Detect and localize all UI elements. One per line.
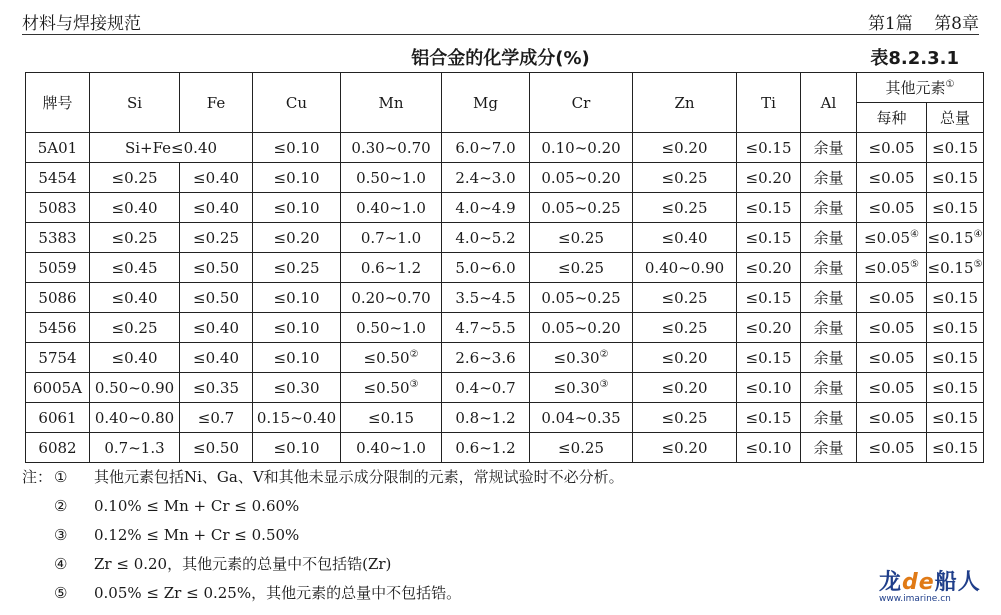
- site-watermark: [879, 565, 989, 609]
- cell-total: ≤0.15: [927, 433, 984, 463]
- chapter-label: 第8章: [934, 14, 979, 34]
- col-zn: Zn: [633, 73, 737, 133]
- page-header: [22, 8, 979, 35]
- cell-cr: 0.04~0.35: [530, 403, 633, 433]
- cell-grade: 5083: [26, 193, 90, 223]
- note-item: [22, 520, 979, 549]
- cell-cr: ≤0.25: [530, 253, 633, 283]
- note-mark: ②: [599, 348, 609, 360]
- cell-cr: 0.05~0.20: [530, 313, 633, 343]
- cell-ti: ≤0.15: [737, 193, 801, 223]
- cell-mg: 4.0~4.9: [442, 193, 530, 223]
- note-item: [22, 578, 979, 607]
- cell-grade: 5086: [26, 283, 90, 313]
- note-number: ②: [54, 496, 68, 515]
- cell-mn: ≤0.50③: [341, 373, 442, 403]
- cell-ti: ≤0.15: [737, 283, 801, 313]
- cell-cu: ≤0.10: [253, 133, 341, 163]
- cell-cu: 0.15~0.40: [253, 403, 341, 433]
- note-mark: ④: [910, 228, 919, 240]
- watermark-logo: 龙de船人: [879, 570, 981, 595]
- cell-al: 余量: [801, 343, 857, 373]
- note-item: [22, 491, 979, 520]
- table-row: [26, 313, 984, 343]
- cell-zn: 0.40~0.90: [633, 253, 737, 283]
- cell-ti: ≤0.20: [737, 313, 801, 343]
- cell-zn: ≤0.20: [633, 433, 737, 463]
- cell-each: ≤0.05: [857, 343, 927, 373]
- cell-fe: ≤0.50: [180, 253, 253, 283]
- cell-total: ≤0.15: [927, 193, 984, 223]
- note-number: ④: [54, 554, 68, 573]
- cell-ti: ≤0.15: [737, 133, 801, 163]
- cell-total: ≤0.15④: [927, 223, 984, 253]
- cell-cu: ≤0.10: [253, 193, 341, 223]
- cell-zn: ≤0.25: [633, 163, 737, 193]
- col-each: 每种: [857, 103, 927, 133]
- book-title: 材料与焊接规范: [22, 14, 141, 34]
- cell-zn: ≤0.25: [633, 283, 737, 313]
- table-row: [26, 163, 984, 193]
- cell-si: ≤0.40: [90, 343, 180, 373]
- cell-cu: ≤0.10: [253, 283, 341, 313]
- cell-fe: ≤0.40: [180, 193, 253, 223]
- table-row: [26, 283, 984, 313]
- table-title-row: [22, 40, 979, 70]
- note-mark: ⑤: [910, 258, 919, 270]
- cell-total: ≤0.15: [927, 373, 984, 403]
- cell-each: ≤0.05: [857, 313, 927, 343]
- cell-ti: ≤0.15: [737, 223, 801, 253]
- cell-mg: 4.7~5.5: [442, 313, 530, 343]
- cell-grade: 5383: [26, 223, 90, 253]
- cell-each: ≤0.05: [857, 373, 927, 403]
- table-row: [26, 403, 984, 433]
- col-grade: 牌号: [26, 73, 90, 133]
- cell-grade: 6061: [26, 403, 90, 433]
- cell-fe: ≤0.7: [180, 403, 253, 433]
- cell-each: ≤0.05: [857, 163, 927, 193]
- cell-mg: 0.8~1.2: [442, 403, 530, 433]
- cell-al: 余量: [801, 193, 857, 223]
- note-mark: ③: [599, 378, 609, 390]
- cell-cr: 0.05~0.25: [530, 193, 633, 223]
- cell-mg: 6.0~7.0: [442, 133, 530, 163]
- table-row: [26, 193, 984, 223]
- col-cr: Cr: [530, 73, 633, 133]
- cell-al: 余量: [801, 283, 857, 313]
- cell-si: 0.50~0.90: [90, 373, 180, 403]
- table-row: [26, 373, 984, 403]
- note-item: [22, 549, 979, 578]
- col-mg: Mg: [442, 73, 530, 133]
- cell-mn: 0.50~1.0: [341, 163, 442, 193]
- note-mark: ①: [945, 79, 955, 90]
- cell-ti: ≤0.20: [737, 253, 801, 283]
- cell-si: ≤0.40: [90, 283, 180, 313]
- cell-zn: ≤0.20: [633, 133, 737, 163]
- cell-cu: ≤0.20: [253, 223, 341, 253]
- cell-each: ≤0.05⑤: [857, 253, 927, 283]
- cell-fe: ≤0.50: [180, 283, 253, 313]
- cell-zn: ≤0.25: [633, 193, 737, 223]
- cell-total: ≤0.15: [927, 163, 984, 193]
- note-text: 0.05% ≤ Zr ≤ 0.25%，其他元素的总量中不包括锆。: [94, 584, 462, 602]
- note-mark: ④: [973, 228, 983, 240]
- cell-zn: ≤0.25: [633, 403, 737, 433]
- cell-fe: ≤0.35: [180, 373, 253, 403]
- cell-total: ≤0.15: [927, 133, 984, 163]
- cell-mn: 0.40~1.0: [341, 193, 442, 223]
- composition-table: [25, 72, 984, 463]
- cell-grade: 5456: [26, 313, 90, 343]
- cell-grade: 5A01: [26, 133, 90, 163]
- table-header-row: [26, 73, 984, 103]
- note-number: ①: [54, 467, 68, 486]
- cell-ti: ≤0.15: [737, 403, 801, 433]
- cell-zn: ≤0.25: [633, 313, 737, 343]
- cell-zn: ≤0.40: [633, 223, 737, 253]
- col-fe: Fe: [180, 73, 253, 133]
- cell-fe: ≤0.50: [180, 433, 253, 463]
- cell-si: 0.40~0.80: [90, 403, 180, 433]
- cell-ti: ≤0.10: [737, 373, 801, 403]
- note-mark: ②: [409, 348, 419, 360]
- cell-al: 余量: [801, 433, 857, 463]
- cell-grade: 5754: [26, 343, 90, 373]
- notes-lead: 注：: [22, 468, 53, 486]
- cell-si: ≤0.25: [90, 223, 180, 253]
- cell-fe: ≤0.40: [180, 313, 253, 343]
- cell-each: ≤0.05: [857, 283, 927, 313]
- part-label: 第1篇: [867, 14, 913, 34]
- cell-fe: ≤0.25: [180, 223, 253, 253]
- table-number: 表8.2.3.1: [870, 48, 959, 69]
- cell-si: 0.7~1.3: [90, 433, 180, 463]
- cell-each: ≤0.05: [857, 193, 927, 223]
- col-mn: Mn: [341, 73, 442, 133]
- note-number: ③: [54, 525, 68, 544]
- cell-si: ≤0.25: [90, 313, 180, 343]
- cell-al: 余量: [801, 223, 857, 253]
- table-notes: [22, 462, 979, 607]
- cell-mg: 5.0~6.0: [442, 253, 530, 283]
- table-row: [26, 133, 984, 163]
- cell-grade: 5059: [26, 253, 90, 283]
- note-item: [22, 462, 979, 491]
- cell-fe: ≤0.40: [180, 343, 253, 373]
- cell-cr: ≤0.25: [530, 433, 633, 463]
- table-row: [26, 223, 984, 253]
- cell-fe: ≤0.40: [180, 163, 253, 193]
- note-mark: ⑤: [973, 258, 983, 270]
- cell-total: ≤0.15: [927, 403, 984, 433]
- note-text: 0.10% ≤ Mn + Cr ≤ 0.60%: [94, 496, 300, 515]
- cell-si: ≤0.45: [90, 253, 180, 283]
- cell-mn: ≤0.15: [341, 403, 442, 433]
- cell-each: ≤0.05④: [857, 223, 927, 253]
- cell-mg: 0.4~0.7: [442, 373, 530, 403]
- cell-cu: ≤0.10: [253, 163, 341, 193]
- cell-each: ≤0.05: [857, 133, 927, 163]
- cell-cu: ≤0.25: [253, 253, 341, 283]
- cell-cu: ≤0.10: [253, 433, 341, 463]
- cell-mg: 2.6~3.6: [442, 343, 530, 373]
- cell-ti: ≤0.15: [737, 343, 801, 373]
- table-row: [26, 343, 984, 373]
- cell-cr: ≤0.25: [530, 223, 633, 253]
- cell-total: ≤0.15: [927, 313, 984, 343]
- cell-cr: 0.10~0.20: [530, 133, 633, 163]
- cell-cr: 0.05~0.25: [530, 283, 633, 313]
- cell-mn: ≤0.50②: [341, 343, 442, 373]
- cell-mg: 4.0~5.2: [442, 223, 530, 253]
- cell-cu: ≤0.10: [253, 313, 341, 343]
- cell-mn: 0.6~1.2: [341, 253, 442, 283]
- cell-cr: 0.05~0.20: [530, 163, 633, 193]
- col-al: Al: [801, 73, 857, 133]
- cell-mn: 0.20~0.70: [341, 283, 442, 313]
- cell-total: ≤0.15: [927, 283, 984, 313]
- cell-grade: 6005A: [26, 373, 90, 403]
- cell-zn: ≤0.20: [633, 373, 737, 403]
- cell-cu: ≤0.30: [253, 373, 341, 403]
- cell-each: ≤0.05: [857, 433, 927, 463]
- col-other-elements: 其他元素①: [857, 73, 984, 103]
- cell-zn: ≤0.20: [633, 343, 737, 373]
- cell-si: ≤0.40: [90, 193, 180, 223]
- cell-total: ≤0.15: [927, 343, 984, 373]
- watermark-url: www.imarine.cn: [879, 594, 951, 604]
- note-text: 其他元素包括Ni、Ga、V和其他未显示成分限制的元素，常规试验时不必分析。: [94, 468, 624, 486]
- cell-al: 余量: [801, 373, 857, 403]
- cell-si-fe: Si+Fe≤0.40: [90, 133, 253, 163]
- cell-cr: ≤0.30③: [530, 373, 633, 403]
- cell-mn: 0.40~1.0: [341, 433, 442, 463]
- cell-cu: ≤0.10: [253, 343, 341, 373]
- cell-mn: 0.7~1.0: [341, 223, 442, 253]
- cell-cr: ≤0.30②: [530, 343, 633, 373]
- cell-al: 余量: [801, 403, 857, 433]
- col-ti: Ti: [737, 73, 801, 133]
- cell-al: 余量: [801, 253, 857, 283]
- cell-al: 余量: [801, 133, 857, 163]
- note-number: ⑤: [54, 583, 68, 602]
- col-si: Si: [90, 73, 180, 133]
- cell-mg: 0.6~1.2: [442, 433, 530, 463]
- cell-ti: ≤0.20: [737, 163, 801, 193]
- note-text: Zr ≤ 0.20，其他元素的总量中不包括锆(Zr): [94, 555, 392, 573]
- note-text: 0.12% ≤ Mn + Cr ≤ 0.50%: [94, 525, 300, 544]
- cell-grade: 5454: [26, 163, 90, 193]
- table-row: [26, 253, 984, 283]
- cell-ti: ≤0.10: [737, 433, 801, 463]
- cell-total: ≤0.15⑤: [927, 253, 984, 283]
- table-title: 铝合金的化学成分(%): [411, 48, 590, 69]
- cell-mn: 0.50~1.0: [341, 313, 442, 343]
- cell-mg: 2.4~3.0: [442, 163, 530, 193]
- cell-mg: 3.5~4.5: [442, 283, 530, 313]
- chapter-info: [852, 9, 979, 34]
- cell-al: 余量: [801, 163, 857, 193]
- cell-mn: 0.30~0.70: [341, 133, 442, 163]
- col-total: 总量: [927, 103, 984, 133]
- cell-al: 余量: [801, 313, 857, 343]
- cell-si: ≤0.25: [90, 163, 180, 193]
- note-mark: ③: [409, 378, 419, 390]
- table-row: [26, 433, 984, 463]
- cell-each: ≤0.05: [857, 403, 927, 433]
- cell-grade: 6082: [26, 433, 90, 463]
- col-cu: Cu: [253, 73, 341, 133]
